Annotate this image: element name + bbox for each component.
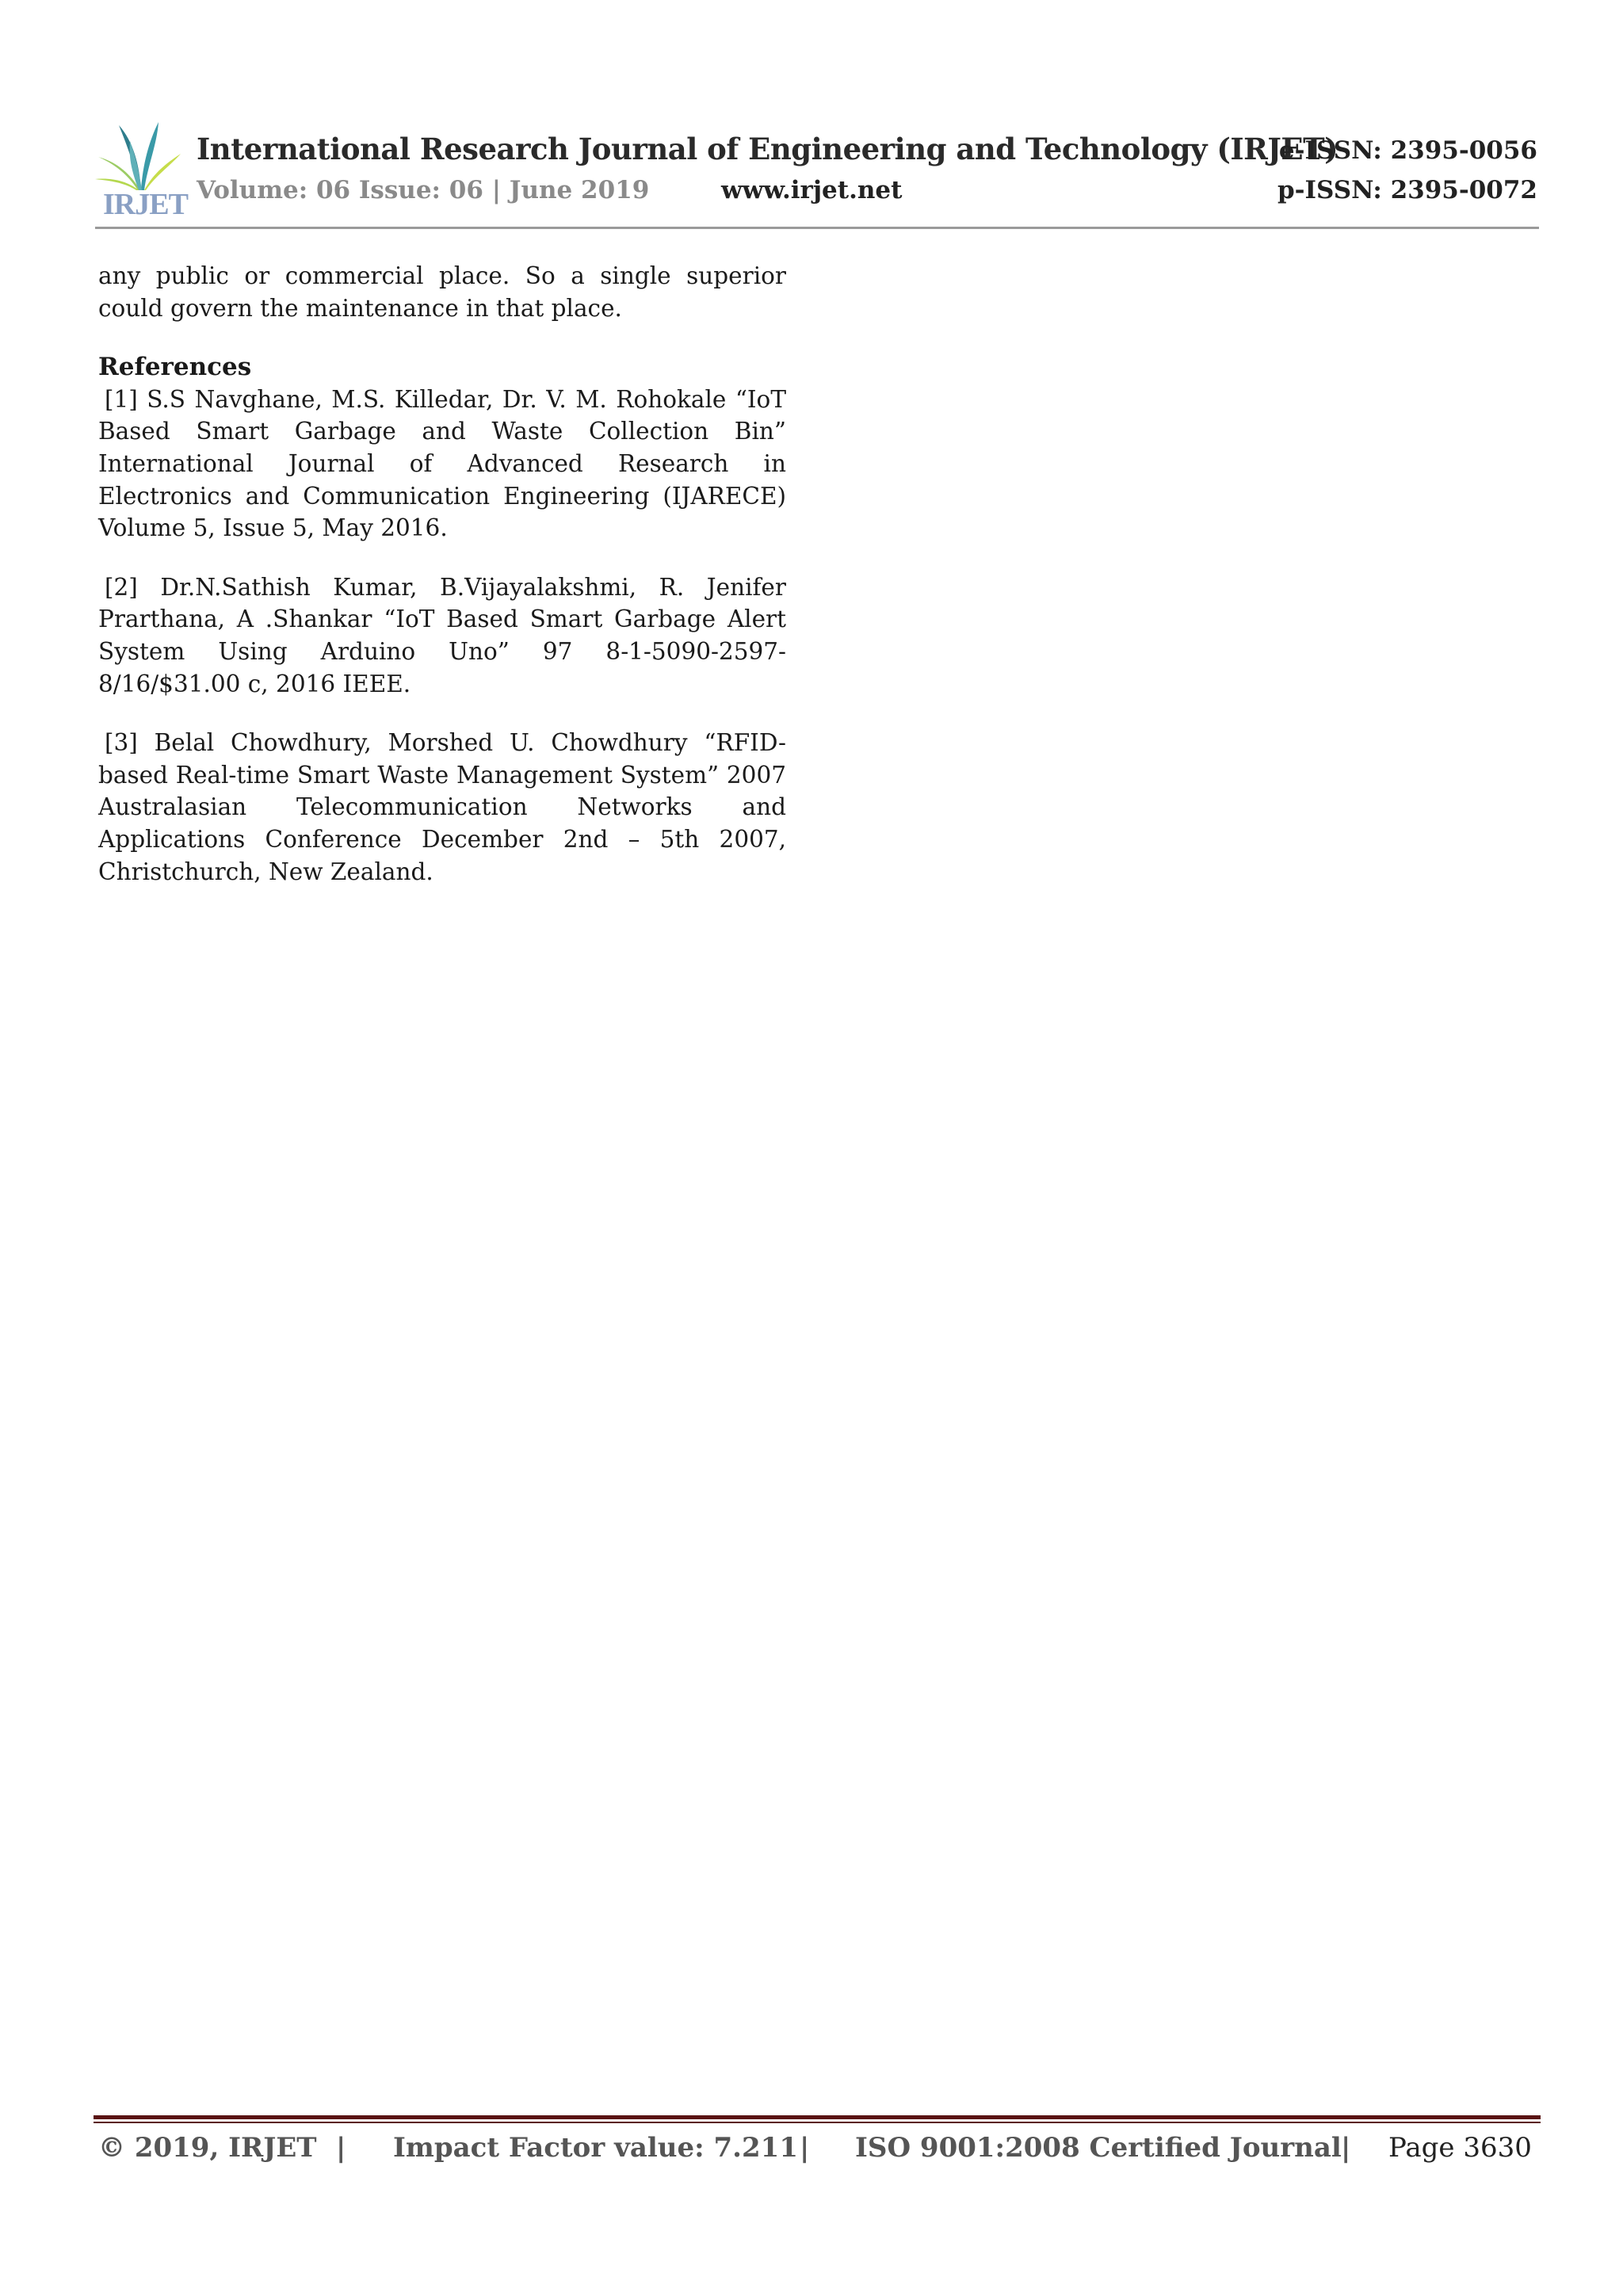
footer-impact-factor: Impact Factor value: 7.211 [393, 2132, 798, 2164]
page-header [95, 111, 1537, 230]
volume-info: Volume: 06 Issue: 06 | June 2019 [197, 176, 650, 204]
pissn: p-ISSN: 2395-0072 [1277, 176, 1537, 204]
footer-separator: | [800, 2132, 810, 2164]
page-footer [98, 2132, 1532, 2172]
footer-separator: | [336, 2132, 346, 2164]
reference-item: [1] S.S Navghane, M.S. Killedar, Dr. V. M. Rohokale “IoT Based Smart Garbage and Waste Collection Bin” International Journal of Advanced Research in Electronics and Communication Engineering (IJARECE) Volume 5, Issue 5, May 2016. [98, 385, 786, 542]
irjet-logo [95, 117, 188, 221]
references-heading: References [98, 353, 252, 382]
intro-paragraph: any public or commercial place. So a single superior could govern the maintenance in that place. [98, 262, 786, 322]
journal-title: International Research Journal of Engineering and Technology (IRJET) [197, 132, 1338, 166]
eissn: e-ISSN: 2395-0056 [1278, 136, 1537, 165]
footer-iso: ISO 9001:2008 Certified Journal [855, 2132, 1342, 2164]
header-divider [95, 227, 1539, 229]
footer-separator: | [1341, 2132, 1351, 2164]
footer-divider [94, 2115, 1541, 2119]
footer-divider-thin [94, 2122, 1541, 2123]
logo-text: IRJET [103, 188, 188, 221]
footer-page-number: Page 3630 [1388, 2132, 1532, 2164]
website-link[interactable]: www.irjet.net [721, 176, 903, 204]
reference-item: [3] Belal Chowdhury, Morshed U. Chowdhury “RFID-based Real-time Smart Waste Management System” 2007 Australasian Telecommunication Networks and Applications Conference December 2nd – 5th 2007, Christchurch, New Zealand. [98, 729, 786, 885]
irjet-leaf-icon [95, 117, 182, 197]
left-column [98, 260, 786, 915]
footer-copyright: © 2019, IRJET [98, 2132, 317, 2164]
reference-item: [2] Dr.N.Sathish Kumar, B.Vijayalakshmi, R. Jenifer Prarthana, A .Shankar “IoT Based Smart Garbage Alert System Using Arduino Uno” 97 8-1-5090-2597-8/16/$31.00 c, 2016 IEEE. [98, 573, 786, 697]
